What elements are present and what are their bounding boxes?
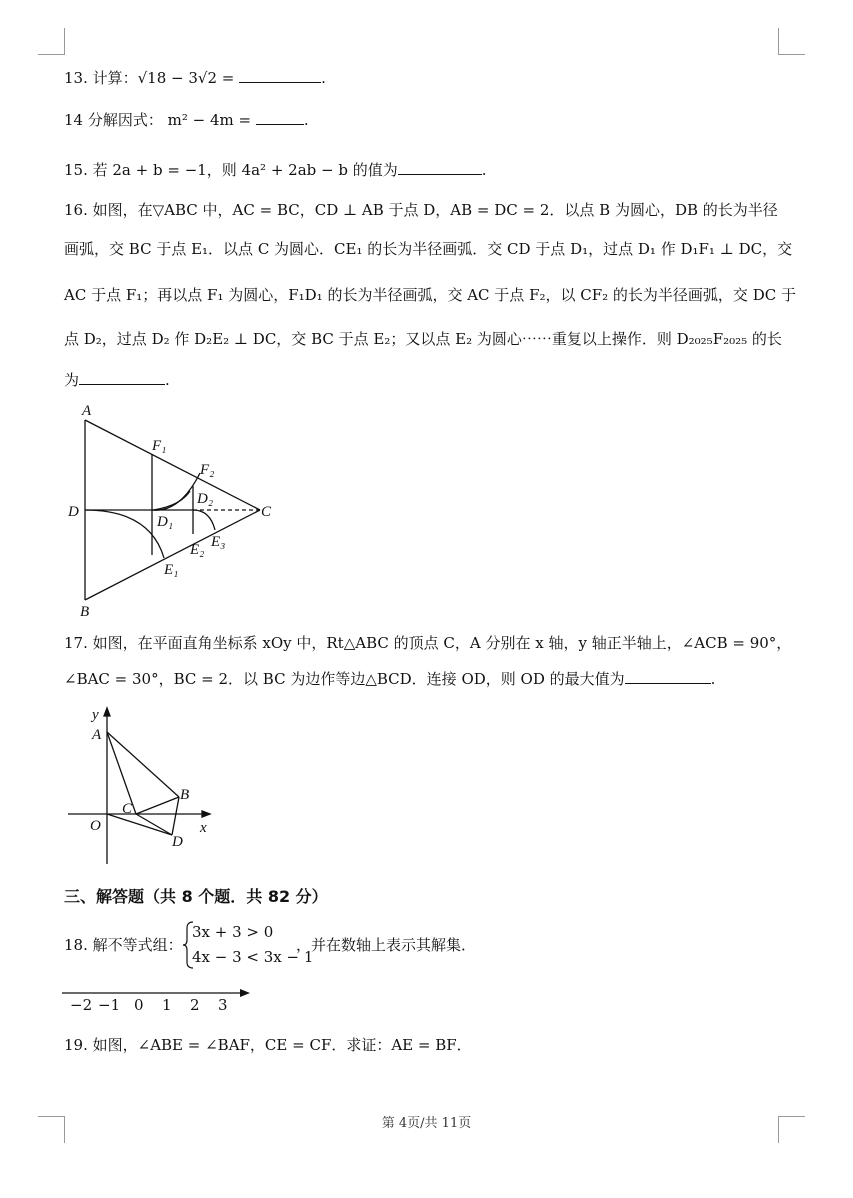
- question-14: [64, 108, 309, 131]
- answer-blank-15[interactable]: [398, 158, 482, 175]
- question-16-tail: .: [165, 371, 170, 389]
- answer-blank-16[interactable]: [79, 368, 165, 385]
- page-number-footer: 第 4页/共 11页: [381, 1116, 472, 1131]
- tick-label: −1: [98, 996, 121, 1014]
- question-18-suffix: ，并在数轴上表示其解集．: [296, 936, 477, 954]
- label-D2: D₂: [197, 491, 214, 507]
- label-B: B: [80, 604, 90, 620]
- label-D: D: [68, 504, 79, 520]
- x-axis-arrow-icon: [202, 811, 210, 817]
- figure-17: [64, 702, 224, 867]
- question-19: 19. 如图，∠ABE = ∠BAF，CE = CF．求证：AE = BF．: [64, 1036, 472, 1054]
- tick-label: 0: [134, 996, 144, 1014]
- label-E2: E₂: [190, 542, 205, 558]
- inequality-1: 3x + 3 > 0: [192, 923, 274, 941]
- label-x: x: [200, 820, 207, 836]
- answer-blank-13[interactable]: [239, 66, 321, 83]
- label-B: B: [180, 787, 190, 803]
- corner-mark-top-right: [778, 28, 805, 55]
- question-16-line-1: 16. 如图，在▽ABC 中，AC = BC，CD ⊥ AB 于点 D，AB = DC = 2．以点 B 为圆心，DB 的长为半径: [64, 201, 778, 219]
- label-D: D: [172, 834, 183, 850]
- question-15-text: 15. 若 2a + b = −1，则 4a² + 2ab − b 的值为: [64, 161, 398, 179]
- question-15-tail: .: [481, 161, 487, 179]
- label-D1: D₁: [157, 514, 174, 530]
- question-17-tail: .: [710, 670, 716, 688]
- label-y: y: [92, 707, 99, 723]
- label-A: A: [82, 403, 92, 419]
- label-F2: F₂: [200, 462, 215, 478]
- answer-blank-17[interactable]: [625, 667, 711, 684]
- arc-C-center: [153, 491, 190, 510]
- question-15: [64, 158, 487, 181]
- question-14-tail: .: [303, 111, 309, 129]
- question-17-line-2-text: ∠BAC = 30°，BC = 2．以 BC 为边作等边△BCD．连接 OD，则 OD 的最大值为: [64, 670, 625, 688]
- question-16-line-4: 点 D₂，过点 D₂ 作 D₂E₂ ⊥ DC，交 BC 于点 E₂；又以点 E₂ 为圆心⋯⋯重复以上操作．则 D₂₀₂₅F₂₀₂₅ 的长: [64, 330, 782, 348]
- segment-OD: [107, 814, 172, 835]
- arc-E2-center: [193, 510, 215, 530]
- question-16-line-5: [64, 368, 170, 391]
- y-axis-arrow-icon: [104, 708, 110, 716]
- question-13: [64, 66, 326, 89]
- segment-CB: [136, 797, 179, 814]
- question-13-text: 13. 计算：√18 − 3√2 =: [64, 69, 240, 87]
- question-13-tail: .: [321, 69, 326, 87]
- label-F1: F₁: [152, 438, 167, 454]
- segment-AB: [107, 732, 179, 797]
- question-16-line-5-text: 为: [64, 371, 80, 389]
- section-3-heading: 三、解答题（共 8 个题．共 82 分）: [64, 887, 328, 906]
- answer-blank-14[interactable]: [256, 108, 304, 125]
- label-O: O: [90, 818, 101, 834]
- question-17-line-1: 17. 如图，在平面直角坐标系 xOy 中，Rt△ABC 的顶点 C，A 分别在 x 轴，y 轴正半轴上，∠ACB = 90°，: [64, 634, 792, 652]
- question-18-prefix: 18. 解不等式组：: [64, 936, 183, 954]
- label-A: A: [92, 727, 102, 743]
- label-C: C: [122, 801, 133, 817]
- question-14-text: 14 分解因式： m² − 4m =: [64, 111, 256, 129]
- tick-label: 3: [218, 996, 228, 1014]
- question-16-line-2: 画弧，交 BC 于点 E₁．以点 C 为圆心．CE₁ 的长为半径画弧．交 CD 于点 D₁，过点 D₁ 作 D₁F₁ ⊥ DC，交: [64, 240, 793, 258]
- tick-label: 1: [162, 996, 172, 1014]
- inequality-2: 4x − 3 < 3x − 1: [192, 948, 314, 966]
- label-E1: E₁: [164, 562, 179, 578]
- figure-16: [60, 398, 290, 620]
- question-16-line-3: AC 于点 F₁；再以点 F₁ 为圆心，F₁D₁ 的长为半径画弧，交 AC 于点 F₂，以 CF₂ 的长为半径画弧，交 DC 于: [64, 286, 796, 304]
- number-line-arrow-icon: [240, 989, 250, 997]
- tick-label: 2: [190, 996, 200, 1014]
- label-E3: E₃: [211, 534, 226, 550]
- tick-label: −2: [70, 996, 93, 1014]
- corner-mark-top-left: [38, 28, 65, 55]
- segment-AC: [85, 420, 260, 510]
- label-C: C: [261, 504, 272, 520]
- segment-BD: [172, 797, 179, 835]
- question-17-line-2: [64, 667, 715, 690]
